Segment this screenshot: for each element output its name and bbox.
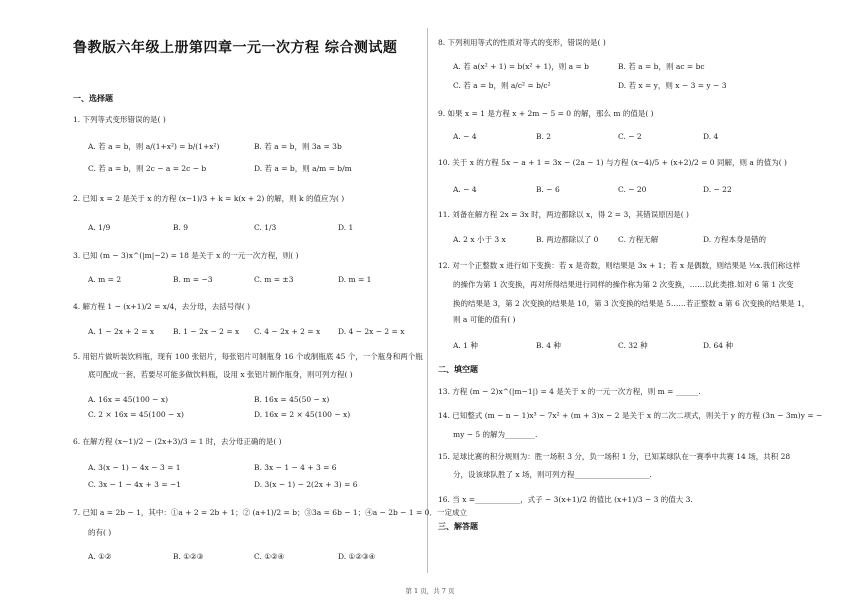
- q10-option-c: C. − 20: [618, 185, 647, 194]
- q2-stem: 2. 已知 x = 2 是关于 x 的方程 (x−1)/3 + k = k(x + 2) 的解，则 k 的值应为( ): [73, 194, 345, 203]
- q6-stem: 6. 在解方程 (x−1)/2 − (2x+3)/3 = 1 时，去分母正确的是( ): [73, 437, 282, 446]
- q7-stem-line1: 7. 已知 a = 2b − 1，其中：①a + 2 = 2b + 1；② (a+1)/2 = b；③3a = 6b − 1；④a − 2b − 1 = 0．一定成立: [73, 508, 467, 517]
- column-divider: [427, 28, 428, 573]
- q2-option-a: A. 1/9: [88, 223, 111, 232]
- q9-option-c: C. − 2: [618, 132, 642, 141]
- q14-stem-line1: 14. 已知整式 (m − n − 1)x³ − 7x² + (m + 3)x − 2 是关于 x 的二次二项式，则关于 y 的方程 (3n − 3m)y = −: [438, 411, 823, 420]
- q1-option-d: D. 若 a = b，则 a/m = b/m: [254, 164, 352, 173]
- q11-option-d: D. 方程本身是错的: [703, 235, 767, 244]
- q11-option-b: B. 两边都除以了 0: [536, 235, 599, 244]
- q15-stem-line2: 分，设该球队胜了 x 场，则可列方程____________________.: [453, 470, 652, 479]
- q4-option-a: A. 1 − 2x + 2 = x: [88, 327, 155, 336]
- q12-stem-line3: 换的结果是 3，第 2 次变换的结果是 10，第 3 次变换的结果是 5……若正整数 a 第 6 次变换的结果是 1，: [453, 299, 810, 308]
- q3-stem: 3. 已知 (m − 3)x^(|m|−2) = 18 是关于 x 的一元一次方程，则( ): [73, 251, 299, 260]
- q8-option-d: D. 若 x = y，则 x − 3 = y − 3: [618, 81, 727, 90]
- q5-stem-line2: 底可配成一套，若要尽可能多做饮料瓶，设用 x 张铝片制作瓶身，则可列方程( ): [88, 370, 353, 379]
- q1-option-b: B. 若 a = b，则 3a = 3b: [254, 142, 342, 151]
- q2-option-b: B. 9: [173, 223, 189, 232]
- q7-option-a: A. ①②: [88, 552, 112, 561]
- q10-stem: 10. 关于 x 的方程 5x − a + 1 = 3x − (2a − 1) 与方程 (x−4)/5 + (x+2)/2 = 0 同解，则 a 的值为( ): [438, 158, 787, 167]
- q11-stem: 11. 刘备在解方程 2x = 3x 时，两边都除以 x，得 2 = 3，其错误原因是( ): [438, 210, 689, 219]
- q6-option-a: A. 3(x − 1) − 4x − 3 = 1: [88, 463, 181, 472]
- q4-option-c: C. 4 − 2x + 2 = x: [254, 327, 321, 336]
- q12-option-b: B. 4 种: [536, 341, 561, 350]
- q8-option-b: B. 若 a = b，则 ac = bc: [618, 62, 705, 71]
- q1-option-c: C. 若 a = b，则 2c − a = 2c − b: [88, 164, 207, 173]
- q2-option-d: D. 1: [338, 223, 354, 232]
- q4-option-d: D. 4 − 2x − 2 = x: [338, 327, 405, 336]
- q7-option-c: C. ①②④: [254, 552, 285, 561]
- section-answer: 三、解答题: [438, 521, 478, 531]
- q14-stem-line2: my − 5 的解为________.: [453, 430, 538, 439]
- q10-option-a: A. − 4: [453, 185, 477, 194]
- q11-option-a: A. 2 x 小于 3 x: [453, 235, 506, 244]
- q3-option-a: A. m = 2: [88, 275, 122, 284]
- q12-option-a: A. 1 种: [453, 341, 478, 350]
- q12-option-d: D. 64 种: [703, 341, 733, 350]
- q8-option-c: C. 若 a = b，则 a/c² = b/c²: [453, 81, 551, 90]
- q3-option-c: C. m = ±3: [254, 275, 294, 284]
- q12-stem-line4: 则 a 可能的值有( ): [453, 315, 516, 324]
- q6-option-d: D. 3(x − 1) − 2(2x + 3) = 6: [254, 480, 358, 489]
- q12-stem-line2: 的操作为第 1 次变换，再对所得结果进行同样的操作称为第 2 次变换，……以此类推.如对 6 第 1 次变: [453, 280, 794, 289]
- q9-stem: 9. 如果 x = 1 是方程 x + 2m − 5 = 0 的解，那么 m 的值是( ): [438, 109, 654, 118]
- q6-option-b: B. 3x − 1 − 4 + 3 = 6: [254, 463, 337, 472]
- q10-option-d: D. − 22: [703, 185, 732, 194]
- q5-option-d: D. 16x = 2 × 45(100 − x): [254, 410, 351, 419]
- q9-option-b: B. 2: [536, 132, 552, 141]
- q7-stem-line2: 的有( ): [88, 528, 112, 537]
- q11-option-c: C. 方程无解: [618, 235, 659, 244]
- page-title: 鲁教版六年级上册第四章一元一次方程 综合测试题: [73, 40, 398, 56]
- q13-stem: 13. 方程 (m − 2)x^(|m−1|) = 4 是关于 x 的一元一次方程，则 m = ______.: [438, 387, 701, 396]
- q9-option-a: A. − 4: [453, 132, 477, 141]
- q5-option-a: A. 16x = 45(100 − x): [88, 395, 169, 404]
- q12-option-c: C. 32 种: [618, 341, 648, 350]
- q4-stem: 4. 解方程 1 − (x+1)/2 = x/4，去分母，去括号得( ): [73, 302, 250, 311]
- q5-stem-line1: 5. 用铝片做听装饮料瓶，现有 100 张铝片，每张铝片可制瓶身 16 个或制瓶底 45 个，一个瓶身和两个瓶: [73, 352, 423, 361]
- page-footer: 第 1 页，共 7 页: [405, 587, 455, 595]
- q5-option-c: C. 2 × 16x = 45(100 − x): [88, 410, 184, 419]
- q4-option-b: B. 1 − 2x − 2 = x: [173, 327, 240, 336]
- q10-option-b: B. − 6: [536, 185, 560, 194]
- q2-option-c: C. 1/3: [254, 223, 277, 232]
- q16-stem: 16. 当 x =____________，式子 − 3(x+1)/2 的值比 (x+1)/3 − 3 的值大 3.: [438, 495, 693, 504]
- q15-stem-line1: 15. 足球比赛的积分规则为：胜一场积 3 分，负一场积 1 分，已知某球队在一赛季中共赛 14 场，共积 28: [438, 452, 791, 461]
- q1-option-a: A. 若 a = b，则 a/(1+x²) = b/(1+x²): [88, 142, 220, 151]
- q1-stem: 1. 下列等式变形错误的是( ): [73, 115, 166, 124]
- q9-option-d: D. 4: [703, 132, 719, 141]
- q3-option-d: D. m = 1: [338, 275, 372, 284]
- q8-option-a: A. 若 a(x² + 1) = b(x² + 1)，则 a = b: [453, 62, 589, 71]
- q8-stem: 8. 下列利用等式的性质对等式的变形，错误的是( ): [438, 38, 606, 47]
- q7-option-d: D. ①②③④: [338, 552, 376, 561]
- q12-stem-line1: 12. 对一个正整数 x 进行如下变换：若 x 是奇数，则结果是 3x + 1；若 x 是偶数，则结果是 ½x.我们称这样: [438, 261, 801, 270]
- section-choice: 一、选择题: [73, 93, 113, 103]
- q3-option-b: B. m = −3: [173, 275, 213, 284]
- q6-option-c: C. 3x − 1 − 4x + 3 = −1: [88, 480, 182, 489]
- q7-option-b: B. ①②③: [173, 552, 204, 561]
- q5-option-b: B. 16x = 45(50 − x): [254, 395, 330, 404]
- section-fill: 二、填空题: [438, 364, 478, 374]
